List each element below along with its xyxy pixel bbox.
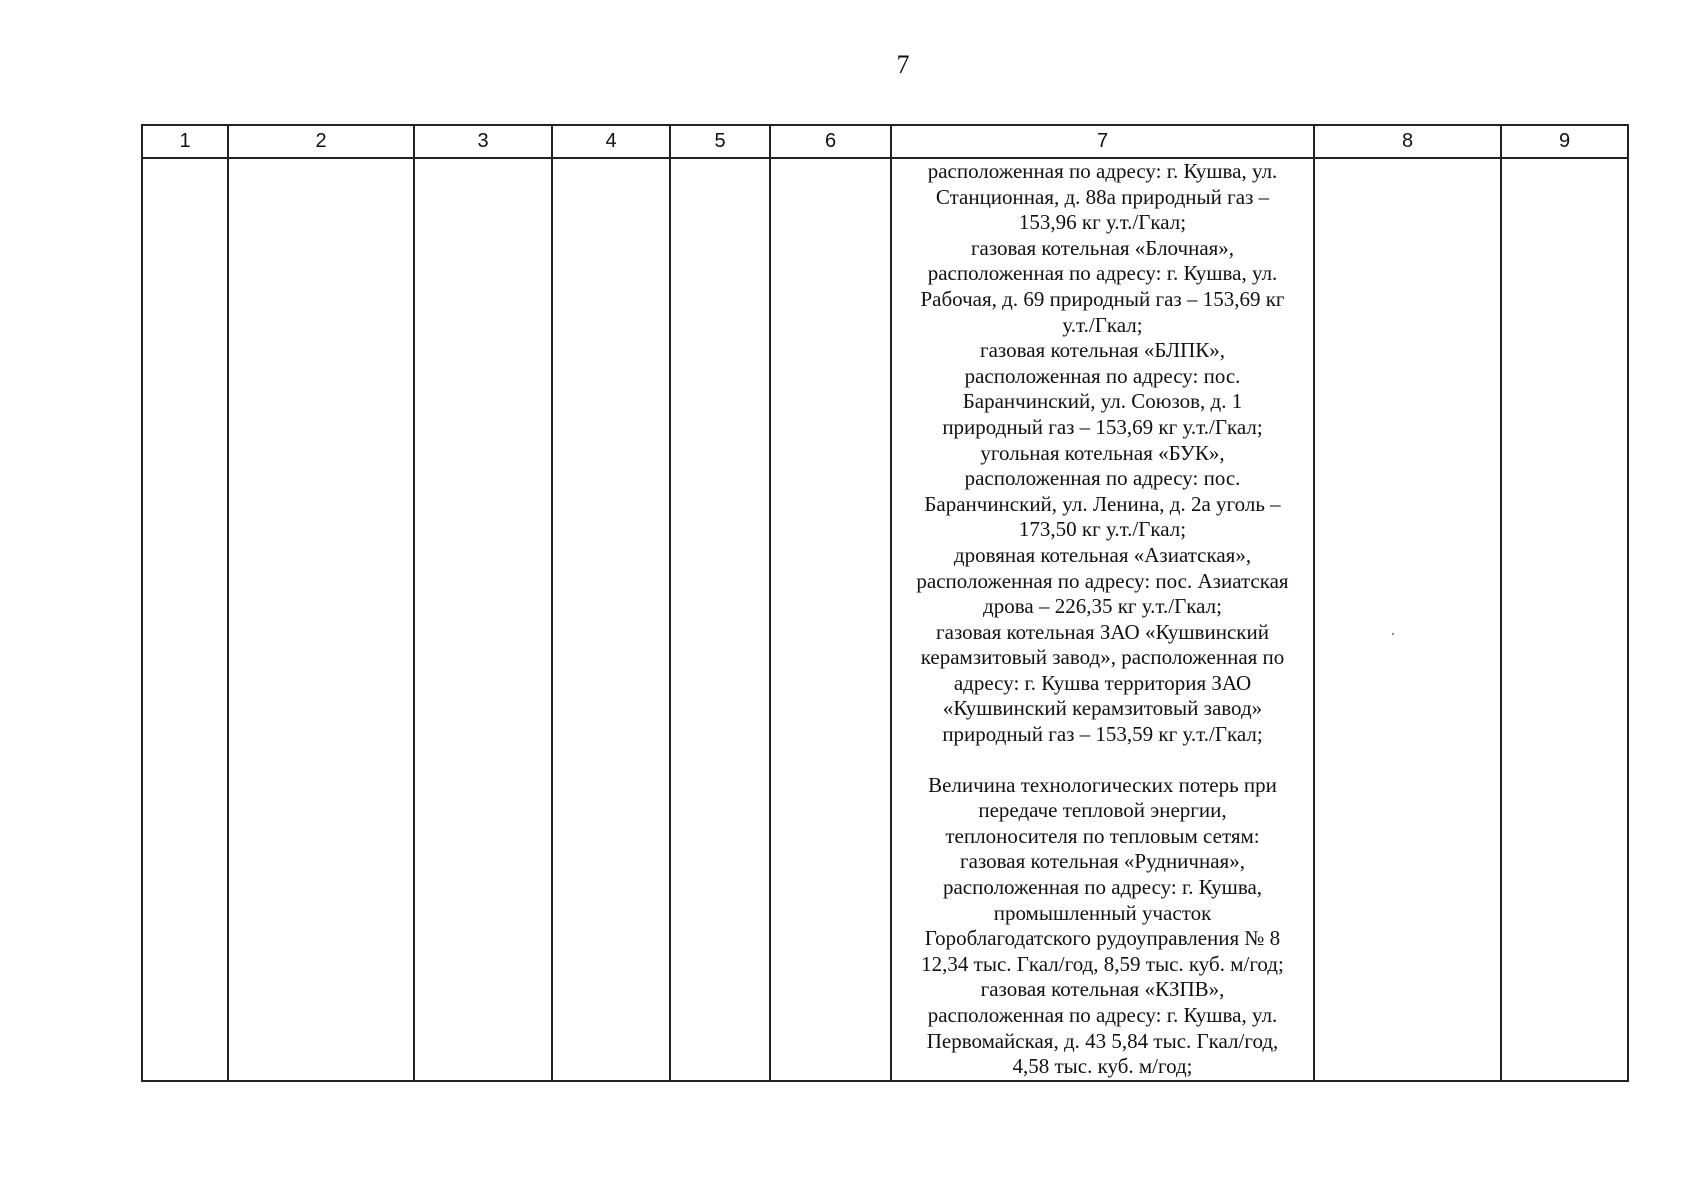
text-line: газовая котельная «Блочная», bbox=[970, 235, 1235, 260]
text-line: дрова – 226,35 кг у.т./Гкал; bbox=[983, 594, 1222, 619]
text-line: расположенная по адресу: г. Кушва, ул. bbox=[927, 261, 1278, 286]
text-line: Рабочая, д. 69 природный газ – 153,69 кг bbox=[920, 286, 1285, 311]
table-cell-1 bbox=[142, 158, 228, 1081]
text-line: расположенная по адресу: пос. bbox=[964, 466, 1241, 491]
data-table bbox=[141, 124, 1629, 1082]
column-header: 9 bbox=[1501, 125, 1628, 158]
column-header: 8 bbox=[1314, 125, 1501, 158]
text-line: 4,58 тыс. куб. м/год; bbox=[1012, 1054, 1193, 1079]
table-cell-9 bbox=[1501, 158, 1628, 1081]
table-cell-5 bbox=[670, 158, 770, 1081]
column-header: 1 bbox=[142, 125, 228, 158]
table-cell-3 bbox=[414, 158, 552, 1081]
text-line: расположенная по адресу: пос. bbox=[964, 363, 1241, 388]
text-line: расположенная по адресу: г. Кушва, bbox=[942, 875, 1263, 900]
text-line: Станционная, д. 88а природный газ – bbox=[935, 184, 1270, 209]
text-line: газовая котельная «Рудничная», bbox=[960, 849, 1245, 874]
column-header: 2 bbox=[228, 125, 414, 158]
text-line: промышленный участок bbox=[993, 900, 1212, 925]
text-line: теплоносителя по тепловым сетям: bbox=[945, 823, 1260, 848]
text-line: адресу: г. Кушва территория ЗАО bbox=[953, 670, 1252, 695]
table-cell-2 bbox=[228, 158, 414, 1081]
text-line: 173,50 кг у.т./Гкал; bbox=[1018, 517, 1187, 542]
table-cell-8 bbox=[1314, 158, 1501, 1081]
text-line: Баранчинский, ул. Союзов, д. 1 bbox=[962, 389, 1243, 414]
column-header: 6 bbox=[770, 125, 891, 158]
text-line: керамзитовый завод», расположенная по bbox=[920, 645, 1285, 670]
text-line: расположенная по адресу: г. Кушва, ул. bbox=[927, 1003, 1278, 1027]
table-cell-6 bbox=[770, 158, 891, 1081]
text-line: природный газ – 153,69 кг у.т./Гкал; bbox=[942, 414, 1263, 439]
text-line: передаче тепловой энергии, bbox=[978, 798, 1227, 823]
table-row bbox=[142, 158, 1628, 1081]
column-header: 4 bbox=[552, 125, 670, 158]
paragraph-gap bbox=[892, 748, 1313, 773]
text-line: у.т./Гкал; bbox=[1062, 312, 1143, 337]
text-line: «Кушвинский керамзитовый завод» bbox=[942, 696, 1263, 721]
text-line: газовая котельная ЗАО «Кушвинский bbox=[936, 619, 1269, 644]
column-header: 3 bbox=[414, 125, 552, 158]
heat-loss-text bbox=[892, 773, 1313, 1080]
table-cell-7 bbox=[891, 158, 1314, 1081]
text-line: газовая котельная «БЛПК», bbox=[979, 338, 1226, 363]
text-line: Гороблагодатского рудоуправления № 8 bbox=[924, 926, 1281, 951]
text-line: Баранчинский, ул. Ленина, д. 2а уголь – bbox=[924, 491, 1281, 516]
text-line: газовая котельная «КЗПВ», bbox=[980, 977, 1225, 1002]
text-line: Первомайская, д. 43 5,84 тыс. Гкал/год, bbox=[926, 1028, 1279, 1053]
text-line: расположенная по адресу: пос. Азиатская bbox=[916, 568, 1289, 593]
column-header: 7 bbox=[891, 125, 1314, 158]
text-line: 12,34 тыс. Гкал/год, 8,59 тыс. куб. м/год; bbox=[921, 951, 1284, 976]
text-line: Величина технологических потерь при bbox=[928, 772, 1277, 797]
column-header: 5 bbox=[670, 125, 770, 158]
text-line: природный газ – 153,59 кг у.т./Гкал; bbox=[942, 722, 1263, 747]
page-number: 7 bbox=[896, 50, 910, 79]
table-cell-4 bbox=[552, 158, 670, 1081]
fuel-consumption-text bbox=[892, 159, 1313, 748]
text-line: 153,96 кг у.т./Гкал; bbox=[1018, 210, 1187, 235]
text-line: угольная котельная «БУК», bbox=[980, 440, 1225, 465]
text-line: дровяная котельная «Азиатская», bbox=[953, 542, 1252, 567]
scan-dot bbox=[1392, 633, 1394, 635]
text-line: расположенная по адресу: г. Кушва, ул. bbox=[927, 159, 1278, 183]
table-header-row bbox=[142, 125, 1628, 158]
